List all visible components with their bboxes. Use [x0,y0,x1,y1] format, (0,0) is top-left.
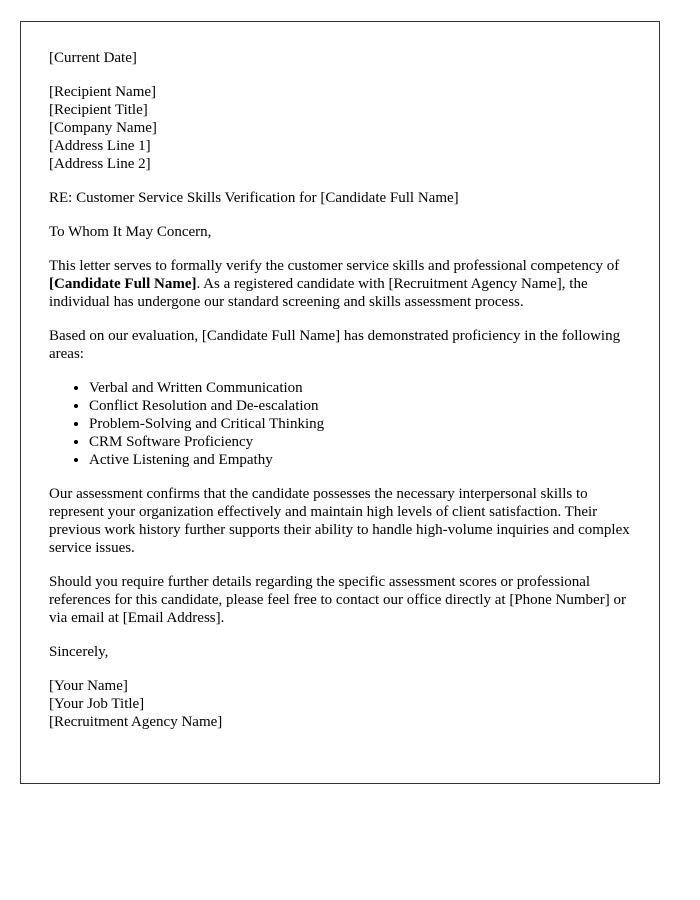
recipient-company: [Company Name] [49,120,157,136]
signer-agency: [Recruitment Agency Name] [49,714,223,730]
signature-block [49,677,631,731]
intro-text-before: This letter serves to formally verify the customer service skills and professional competency of [49,258,620,274]
intro-paragraph [49,257,631,311]
signer-title: [Your Job Title] [49,696,145,712]
intro-text-after: . As a registered candidate with [Recruitment Agency Name], the individual has undergone our standard screening and skills assessment process. [49,276,588,310]
salutation: To Whom It May Concern, [49,224,212,240]
recipient-address-line-1: [Address Line 1] [49,138,151,154]
recipient-block [49,83,631,173]
evaluation-paragraph: Based on our evaluation, [Candidate Full Name] has demonstrated proficiency in the following areas: [49,328,621,362]
list-item: • Active Listening and Empathy [89,451,631,469]
recipient-name: [Recipient Name] [49,84,157,100]
contact-paragraph: Should you require further details regarding the specific assessment scores or professional references for this candidate, please feel free to contact our office directly at [Phone Number] or via email at [Email Address]. [49,574,626,626]
subject-line: RE: Customer Service Skills Verification for [Candidate Full Name] [49,190,459,206]
recipient-title: [Recipient Title] [49,102,148,118]
closing: Sincerely, [49,644,109,660]
signer-name: [Your Name] [49,678,128,694]
skills-list [49,379,631,469]
list-item: • Conflict Resolution and De-escalation [89,397,631,415]
list-item: • Problem-Solving and Critical Thinking [89,415,631,433]
list-item: • Verbal and Written Communication [89,379,631,397]
assessment-paragraph: Our assessment confirms that the candidate possesses the necessary interpersonal skills to represent your organization effectively and maintain high levels of client satisfaction. Their previous work history further supports their ability to handle high-volume inquiries and complex service issues. [49,486,630,556]
letter-page [20,21,660,784]
list-item: • CRM Software Proficiency [89,433,631,451]
recipient-address-line-2: [Address Line 2] [49,156,151,172]
letter-date: [Current Date] [49,50,137,66]
candidate-name-bold: [Candidate Full Name] [49,276,197,292]
